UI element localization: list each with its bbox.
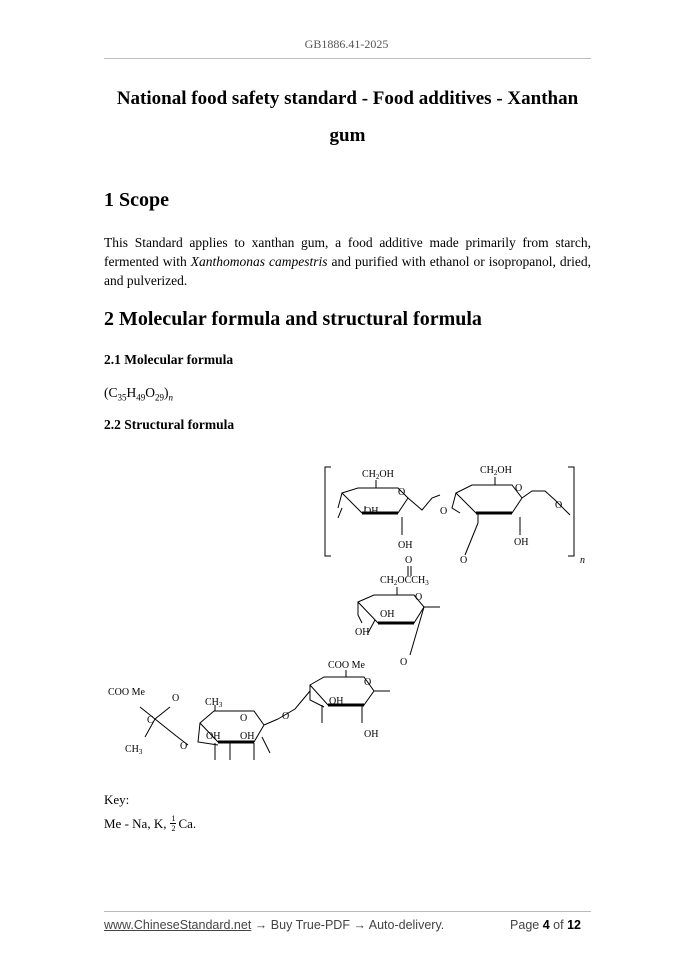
page-footer xyxy=(104,918,591,932)
title-line-1: National food safety standard - Food additives - Xanthan xyxy=(116,88,579,109)
oh-label-8: OH xyxy=(206,731,221,742)
total-pages: 12 xyxy=(567,918,581,932)
current-page: 4 xyxy=(542,918,550,932)
ch3-label-2: $CH_3$ xyxy=(125,744,143,756)
key-me-definition: Me - Na, K, $\frac{1}{2}$ Ca. xyxy=(104,814,197,833)
oh-label-4: OH xyxy=(380,609,395,620)
coo-me-label-1: COO Me xyxy=(328,660,365,671)
page-indicator: Page 4 of 12 xyxy=(510,918,581,932)
repeat-n-label: n xyxy=(580,555,585,566)
key-label: Key: xyxy=(104,792,130,807)
scope-text-after: and purified with ethanol or isopropanol, dried, and pulverized. xyxy=(104,254,591,288)
section-1-heading: 1 Scope xyxy=(104,189,169,211)
molecular-formula: $(C_{35}H_{49}O_{29})_n$ xyxy=(104,385,173,403)
link-oxygen-1: O xyxy=(440,506,448,517)
scope-paragraph xyxy=(104,233,591,290)
backbone-ring-2 xyxy=(456,485,522,513)
link-oxygen-3: O xyxy=(460,555,468,566)
oh-label-5: OH xyxy=(355,627,370,638)
link-oxygen-5: O xyxy=(282,711,290,722)
oh-label-7: OH xyxy=(364,729,379,740)
structural-formula-heading: 2.2 Structural formula xyxy=(104,417,235,432)
link-oxygen-2: O xyxy=(555,500,563,511)
ring-oxygen-5: O xyxy=(240,713,248,724)
ketal-oxygen-1: O xyxy=(172,693,180,704)
oh-label-2: OH xyxy=(398,540,413,551)
chinesestandard-link[interactable]: www.ChineseStandard.net xyxy=(104,918,252,932)
xanthan-structural-formula xyxy=(100,455,600,780)
ring-oxygen-3: O xyxy=(415,592,423,603)
acetyl-group-label: $CH_2OCCH_3$ xyxy=(380,575,429,587)
auto-delivery-text: Auto-delivery. xyxy=(368,918,445,932)
title-line-2: gum xyxy=(329,125,366,146)
one-half-fraction: $\frac{1}{2}$ xyxy=(171,814,176,833)
organism-name: Xanthomonas campestris xyxy=(190,254,328,269)
oh-label-6: OH xyxy=(329,696,344,707)
footer-divider xyxy=(104,911,591,912)
molecular-formula-heading: 2.1 Molecular formula xyxy=(104,352,234,367)
oh-label-1: OH xyxy=(364,506,379,517)
coo-me-label-2: COO Me xyxy=(108,687,145,698)
oh-label-9: OH xyxy=(240,731,255,742)
left-bracket xyxy=(325,467,331,556)
ketal-oxygen-2: O xyxy=(180,741,188,752)
arrow-icon: → xyxy=(254,918,268,932)
ch2oh-label-1: $CH_2OH$ xyxy=(362,469,394,481)
document-title xyxy=(104,80,591,154)
ch3-label-1: $CH_3$ xyxy=(205,697,223,709)
buy-pdf-text: Buy True-PDF xyxy=(270,918,350,932)
right-bracket xyxy=(568,467,574,556)
carbonyl-oxygen: O xyxy=(405,555,413,566)
document-code-header: GB1886.41-2025 xyxy=(304,37,389,51)
arrow-icon: → xyxy=(353,918,366,932)
header-divider xyxy=(104,58,591,59)
scope-text-before: This Standard applies to xanthan gum, a food additive made primarily from starch, fermented with xyxy=(104,235,591,269)
ring-oxygen-4: O xyxy=(364,677,372,688)
ring-oxygen-1: O xyxy=(398,487,406,498)
ring-oxygen-2: O xyxy=(515,483,523,494)
link-oxygen-4: O xyxy=(400,657,408,668)
ketal-carbon: C xyxy=(147,715,154,726)
oh-label-3: OH xyxy=(514,537,529,548)
section-2-heading: 2 Molecular formula and structural formula xyxy=(104,308,482,330)
ch2oh-label-2: $CH_2OH$ xyxy=(480,465,512,477)
